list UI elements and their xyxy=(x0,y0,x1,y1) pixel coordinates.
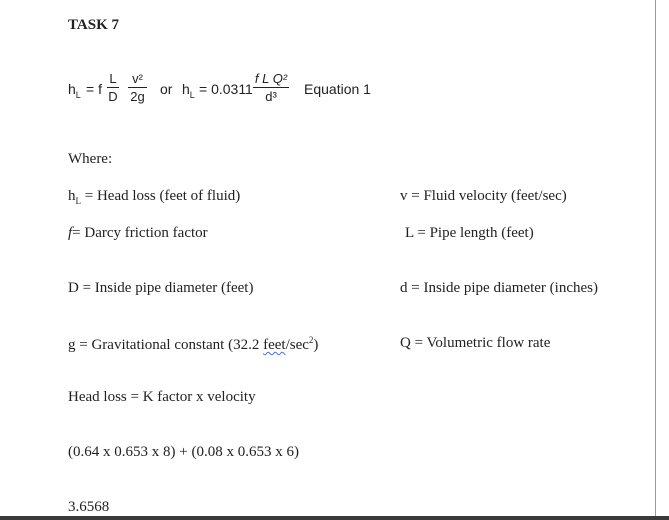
eq-equals-f: = f xyxy=(86,81,102,97)
frac-flq2-over-d3: f L Q² d³ xyxy=(254,71,288,104)
page-bottom-border xyxy=(0,516,669,520)
def-volumetric-flow: Q = Volumetric flow rate xyxy=(400,335,551,351)
def-pipe-diameter-feet: D = Inside pipe diameter (feet) xyxy=(68,280,254,296)
def-gravitational-constant: g = Gravitational constant (32.2 feet/$\sec^2$) xyxy=(68,335,319,353)
task-title: TASK 7 xyxy=(68,17,119,33)
calculation-line: (0.64 x 0.653 x 8) + (0.08 x 0.653 x 6) xyxy=(68,444,299,460)
def-friction-factor: f= Darcy friction factor xyxy=(68,225,208,241)
eq-lhs: $h_L$ xyxy=(68,81,81,100)
def-velocity: v = Fluid velocity (feet/sec) xyxy=(400,188,567,204)
frac-l-over-d: L D xyxy=(108,71,118,104)
equation-label: Equation 1 xyxy=(304,81,371,97)
frac-v2-over-2g: v² 2g xyxy=(128,72,147,103)
eq-const: = 0.0311 xyxy=(199,81,253,97)
head-loss-line: Head loss = K factor x velocity xyxy=(68,389,256,405)
def-pipe-length: L = Pipe length (feet) xyxy=(405,225,534,241)
spellcheck-underline: feet xyxy=(263,337,286,353)
def-head-loss: $h_L$ = Head loss (feet of fluid) xyxy=(68,188,241,206)
eq-alt-lhs: $h_L$ xyxy=(182,81,195,100)
def-pipe-diameter-inches: d = Inside pipe diameter (inches) xyxy=(400,280,598,296)
where-label: Where: xyxy=(68,151,113,167)
result-value: 3.6568 xyxy=(68,499,110,515)
eq-or: or xyxy=(160,81,173,97)
page-right-border xyxy=(655,0,656,517)
